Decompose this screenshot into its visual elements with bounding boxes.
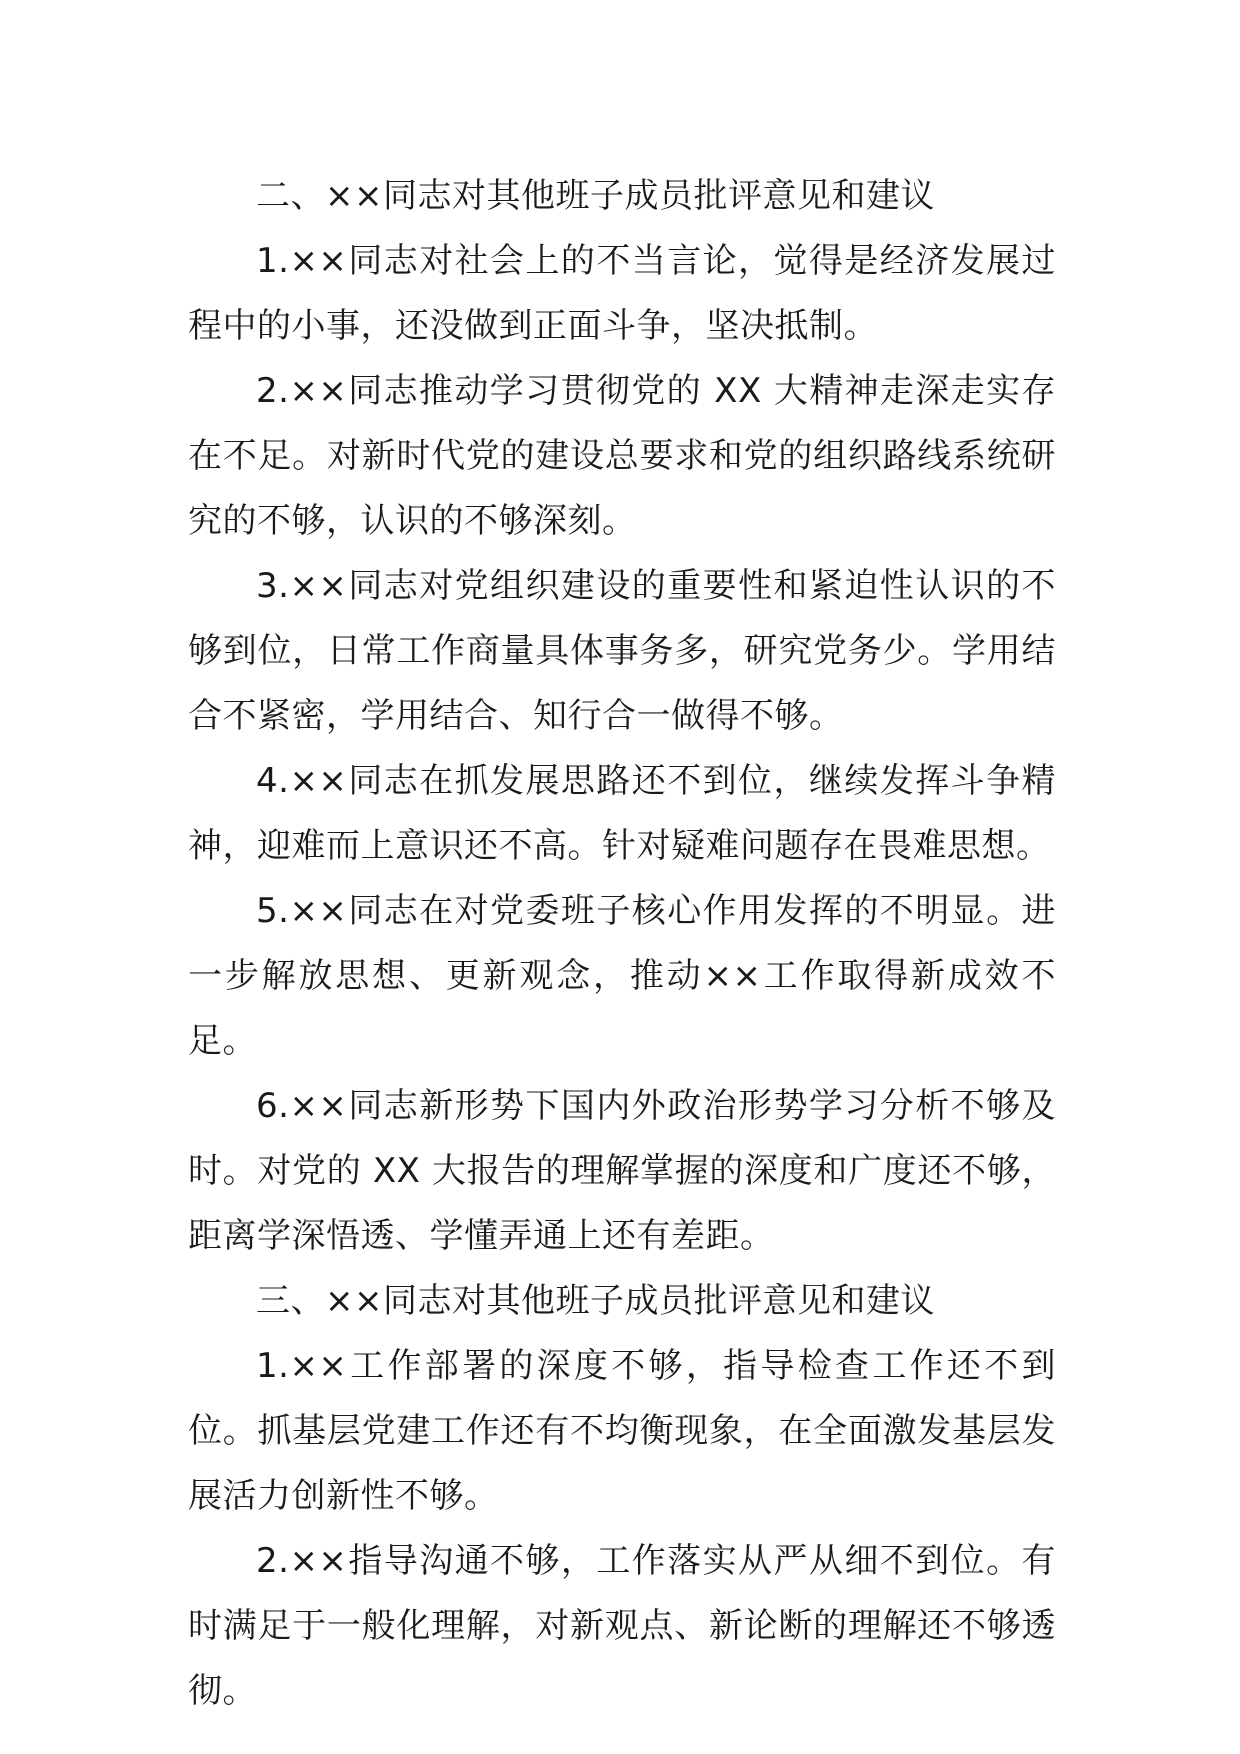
paragraph-item: 2.××同志推动学习贯彻党的 XX 大精神走深走实存在不足。对新时代党的建设总要求和党的组织路线系统研究的不够，认识的不够深刻。: [188, 371, 1056, 541]
paragraph-item: 1.××工作部署的深度不够，指导检查工作还不到位。抓基层党建工作还有不均衡现象，在全面激发基层发展活力创新性不够。: [188, 1346, 1056, 1516]
paragraph-item: 3.××同志对党组织建设的重要性和紧迫性认识的不够到位，日常工作商量具体事务多，研究党务少。学用结合不紧密，学用结合、知行合一做得不够。: [188, 566, 1056, 736]
paragraph-item: 6.××同志新形势下国内外政治形势学习分析不够及时。对党的 XX 大报告的理解掌握的深度和广度还不够，距离学深悟透、学懂弄通上还有差距。: [188, 1086, 1056, 1256]
paragraph-item: 4.××同志在抓发展思路还不到位，继续发挥斗争精神，迎难而上意识还不高。针对疑难问题存在畏难思想。: [188, 761, 1056, 866]
document-body: [188, 164, 1056, 1724]
paragraph-item: 2.××指导沟通不够，工作落实从严从细不到位。有时满足于一般化理解，对新观点、新论断的理解还不够透彻。: [188, 1541, 1056, 1711]
section-heading-3: 三、××同志对其他班子成员批评意见和建议: [256, 1281, 935, 1321]
section-heading-2: 二、××同志对其他班子成员批评意见和建议: [256, 176, 935, 216]
paragraph-item: 5.××同志在对党委班子核心作用发挥的不明显。进一步解放思想、更新观念，推动××工作取得新成效不足。: [188, 891, 1056, 1061]
paragraph-item: 1.××同志对社会上的不当言论，觉得是经济发展过程中的小事，还没做到正面斗争，坚决抵制。: [188, 241, 1056, 346]
